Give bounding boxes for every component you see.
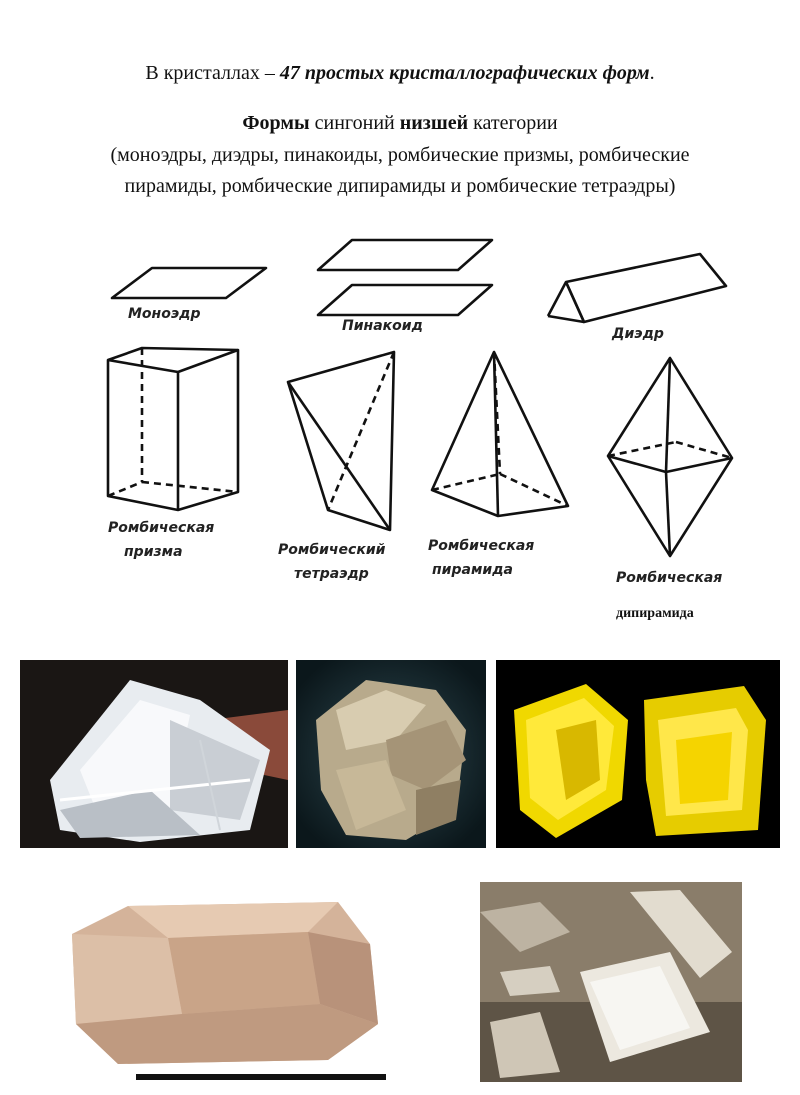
pyramid-shape bbox=[432, 352, 568, 516]
pinakoid-bottom-face bbox=[318, 285, 492, 315]
syngony-word: сингоний bbox=[309, 112, 400, 134]
heading-prefix: В кристаллах – bbox=[145, 62, 280, 84]
heading-end: . bbox=[649, 62, 655, 84]
diedr-label: Диэдр bbox=[612, 326, 664, 342]
dipyramid-label-2: дипирамида bbox=[616, 606, 694, 621]
lower-word: низшей bbox=[399, 112, 469, 134]
prism-shape bbox=[108, 348, 238, 510]
tetrahedron-shape bbox=[288, 352, 394, 530]
heading-number: 47 bbox=[279, 62, 300, 84]
pyramid-label-1: Ромбическая bbox=[428, 538, 535, 554]
photo-white-crystals-on-rock bbox=[480, 882, 742, 1082]
tetrahedron-label-2: тетраэдр bbox=[294, 566, 369, 582]
heading-line-3: (моноэдры, диэдры, пинакоиды, ромбические призмы, ромбические bbox=[110, 144, 690, 166]
prism-label-2: призма bbox=[124, 544, 183, 560]
monoedr-label: Моноэдр bbox=[128, 306, 201, 322]
diedr-shape bbox=[548, 254, 726, 322]
photo-beige-crystals bbox=[296, 660, 486, 848]
dipyramid-shape bbox=[608, 358, 732, 556]
dipyramid-label-1: Ромбическая bbox=[616, 570, 723, 586]
pyramid-label-2: пирамида bbox=[432, 562, 513, 578]
forms-word: Формы bbox=[242, 112, 310, 134]
pinakoid-label: Пинакоид bbox=[342, 318, 423, 334]
monoedr-shape bbox=[112, 268, 266, 298]
photo-yellow-crystals bbox=[496, 660, 780, 848]
heading-line-4: пирамиды, ромбические дипирамиды и ромбические тетраэдры) bbox=[124, 175, 676, 197]
pinakoid-top-face bbox=[318, 240, 492, 270]
prism-label-1: Ромбическая bbox=[108, 520, 215, 536]
heading-emphasis: простых кристаллографических форм bbox=[304, 62, 650, 84]
photo-feldspar-crystal bbox=[58, 884, 400, 1080]
category-word: категории bbox=[468, 112, 558, 134]
photo-clear-crystal bbox=[20, 660, 288, 848]
tetrahedron-label-1: Ромбический bbox=[278, 542, 386, 558]
